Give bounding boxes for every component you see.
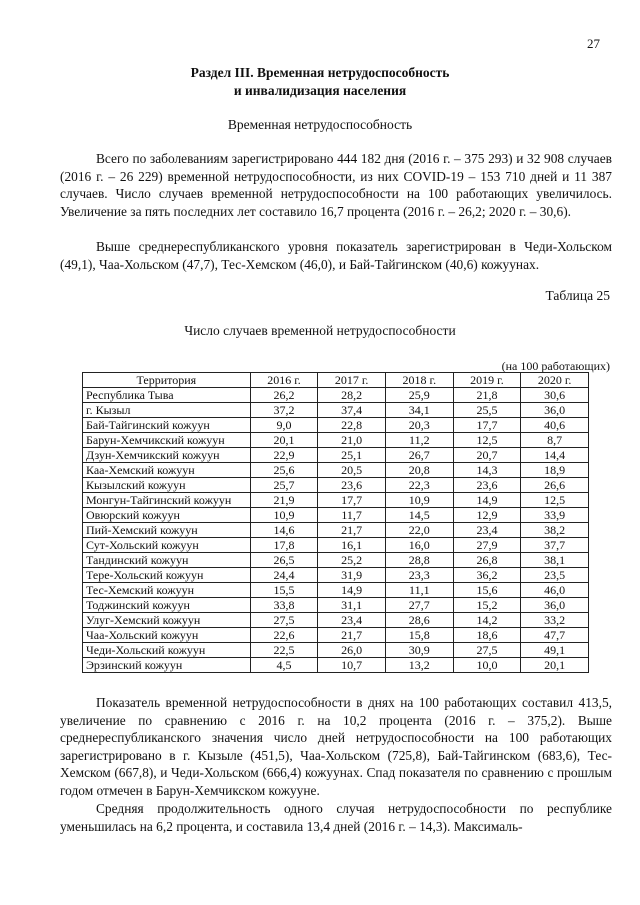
value-cell: 13,2 [385,658,453,673]
value-cell: 17,7 [453,418,521,433]
value-cell: 28,2 [318,388,386,403]
value-cell: 37,2 [250,403,318,418]
value-cell: 36,0 [521,403,589,418]
header-2017: 2017 г. [318,373,386,388]
value-cell: 16,0 [385,538,453,553]
territory-cell: Сут-Хольский кожуун [83,538,251,553]
value-cell: 11,7 [318,508,386,523]
value-cell: 16,1 [318,538,386,553]
value-cell: 14,5 [385,508,453,523]
value-cell: 10,9 [385,493,453,508]
header-2020: 2020 г. [521,373,589,388]
value-cell: 31,1 [318,598,386,613]
value-cell: 27,5 [250,613,318,628]
value-cell: 14,3 [453,463,521,478]
value-cell: 11,1 [385,583,453,598]
value-cell: 12,5 [453,433,521,448]
table-row [83,658,589,673]
paragraph-4: Средняя продолжительность одного случая нетрудоспособности по республике уменьшилась на 6,2 процента, и составила 13,4 дней (2016 г. – 14,3). Максималь- [60,801,612,834]
table-row [83,418,589,433]
value-cell: 25,6 [250,463,318,478]
value-cell: 37,4 [318,403,386,418]
value-cell: 27,7 [385,598,453,613]
value-cell: 26,7 [385,448,453,463]
value-cell: 23,4 [453,523,521,538]
value-cell: 20,1 [250,433,318,448]
value-cell: 30,6 [521,388,589,403]
value-cell: 22,5 [250,643,318,658]
value-cell: 25,7 [250,478,318,493]
value-cell: 10,0 [453,658,521,673]
value-cell: 20,7 [453,448,521,463]
value-cell: 15,2 [453,598,521,613]
data-table [82,372,589,673]
value-cell: 14,4 [521,448,589,463]
value-cell: 28,8 [385,553,453,568]
value-cell: 34,1 [385,403,453,418]
table-row [83,643,589,658]
table-row [83,388,589,403]
value-cell: 22,3 [385,478,453,493]
table-caption: Число случаев временной нетрудоспособности [184,323,456,338]
value-cell: 14,2 [453,613,521,628]
value-cell: 37,7 [521,538,589,553]
value-cell: 30,9 [385,643,453,658]
table-row [83,403,589,418]
value-cell: 22,6 [250,628,318,643]
territory-cell: Барун-Хемчикский кожуун [83,433,251,448]
value-cell: 21,7 [318,523,386,538]
table-row [83,598,589,613]
table-row [83,478,589,493]
value-cell: 23,3 [385,568,453,583]
territory-cell: Республика Тыва [83,388,251,403]
territory-cell: Тес-Хемский кожуун [83,583,251,598]
value-cell: 23,6 [453,478,521,493]
value-cell: 15,8 [385,628,453,643]
value-cell: 18,6 [453,628,521,643]
value-cell: 21,0 [318,433,386,448]
paragraph-2: Выше среднереспубликанского уровня показатель зарегистрирован в Чеди-Хольском (49,1), Чаа-Хольском (47,7), Тес-Хемском (46,0), и Бай-Тайгинском (40,6) кожуунах. [60,239,612,272]
value-cell: 18,9 [521,463,589,478]
value-cell: 23,5 [521,568,589,583]
value-cell: 38,2 [521,523,589,538]
value-cell: 36,0 [521,598,589,613]
value-cell: 46,0 [521,583,589,598]
table-row [83,508,589,523]
value-cell: 31,9 [318,568,386,583]
value-cell: 8,7 [521,433,589,448]
table-row [83,568,589,583]
table-header-row [83,373,589,388]
territory-cell: Овюрский кожуун [83,508,251,523]
value-cell: 20,5 [318,463,386,478]
value-cell: 17,8 [250,538,318,553]
value-cell: 24,4 [250,568,318,583]
value-cell: 14,9 [453,493,521,508]
value-cell: 47,7 [521,628,589,643]
table-row [83,583,589,598]
value-cell: 22,0 [385,523,453,538]
value-cell: 36,2 [453,568,521,583]
value-cell: 27,5 [453,643,521,658]
value-cell: 23,6 [318,478,386,493]
value-cell: 10,7 [318,658,386,673]
header-2016: 2016 г. [250,373,318,388]
territory-cell: Монгун-Тайгинский кожуун [83,493,251,508]
value-cell: 26,0 [318,643,386,658]
value-cell: 25,9 [385,388,453,403]
value-cell: 49,1 [521,643,589,658]
value-cell: 33,2 [521,613,589,628]
value-cell: 23,4 [318,613,386,628]
table-row [83,538,589,553]
territory-cell: г. Кызыл [83,403,251,418]
value-cell: 10,9 [250,508,318,523]
value-cell: 21,9 [250,493,318,508]
value-cell: 27,9 [453,538,521,553]
table-label: Таблица 25 [545,288,610,303]
subsection-title: Временная нетрудоспособность [227,117,413,132]
value-cell: 20,1 [521,658,589,673]
table-row [83,628,589,643]
value-cell: 26,5 [250,553,318,568]
header-2019: 2019 г. [453,373,521,388]
section-title-line-2: и инвалидизация населения [233,83,407,98]
territory-cell: Чеди-Хольский кожуун [83,643,251,658]
value-cell: 26,8 [453,553,521,568]
value-cell: 15,6 [453,583,521,598]
territory-cell: Улуг-Хемский кожуун [83,613,251,628]
table-units: (на 100 работающих) [501,359,610,373]
territory-cell: Кызылский кожуун [83,478,251,493]
territory-cell: Дзун-Хемчикский кожуун [83,448,251,463]
value-cell: 21,7 [318,628,386,643]
table-row [83,463,589,478]
header-2018: 2018 г. [385,373,453,388]
value-cell: 22,9 [250,448,318,463]
table-row [83,523,589,538]
value-cell: 14,6 [250,523,318,538]
paragraph-1: Всего по заболеваниям зарегистрировано 444 182 дня (2016 г. – 375 293) и 32 908 случаев (2016 г. – 26 229) временной нетрудоспособности, из них COVID-19 – 153 710 дней и 11 387 случаев. Число случаев временной нетрудоспособности на 100 работающих увеличилось. Увеличение за пять последних лет составило 16,7 процента (2016 г. – 26,2; 2020 г. – 30,6). [60,151,612,219]
value-cell: 38,1 [521,553,589,568]
value-cell: 26,2 [250,388,318,403]
territory-cell: Эрзинский кожуун [83,658,251,673]
value-cell: 40,6 [521,418,589,433]
page-number: 27 [587,36,600,51]
value-cell: 12,5 [521,493,589,508]
value-cell: 25,5 [453,403,521,418]
value-cell: 33,8 [250,598,318,613]
table-row [83,448,589,463]
table-row [83,553,589,568]
table-row [83,493,589,508]
territory-cell: Тере-Хольский кожуун [83,568,251,583]
territory-cell: Пий-Хемский кожуун [83,523,251,538]
section-title [0,64,640,100]
value-cell: 20,8 [385,463,453,478]
value-cell: 17,7 [318,493,386,508]
value-cell: 9,0 [250,418,318,433]
value-cell: 21,8 [453,388,521,403]
value-cell: 20,3 [385,418,453,433]
value-cell: 12,9 [453,508,521,523]
value-cell: 14,9 [318,583,386,598]
territory-cell: Тоджинский кожуун [83,598,251,613]
territory-cell: Тандинский кожуун [83,553,251,568]
table-row [83,433,589,448]
territory-cell: Каа-Хемский кожуун [83,463,251,478]
value-cell: 26,6 [521,478,589,493]
value-cell: 28,6 [385,613,453,628]
value-cell: 25,2 [318,553,386,568]
value-cell: 33,9 [521,508,589,523]
value-cell: 4,5 [250,658,318,673]
table-row [83,613,589,628]
territory-cell: Бай-Тайгинский кожуун [83,418,251,433]
section-title-line-1: Раздел III. Временная нетрудоспособность [190,65,450,80]
header-territory: Территория [83,373,251,388]
paragraph-3: Показатель временной нетрудоспособности в днях на 100 работающих составил 413,5, увеличение по сравнению с 2016 г. на 10,2 процента (2016 г. – 375,2). Выше среднереспубликанского значения число дней нетрудоспособности на 100 работающих зарегистрировано в г. Кызыле (451,5), Чаа-Хольском (725,8), Бай-Тайгинском (683,6), Тес-Хемском (667,8), и Чеди-Хольском (666,4) кожуунах. Спад показателя по сравнению с прошлым годом отмечен в Барун-Хемчикском кожууне. [60,695,612,798]
value-cell: 25,1 [318,448,386,463]
value-cell: 15,5 [250,583,318,598]
territory-cell: Чаа-Хольский кожуун [83,628,251,643]
value-cell: 11,2 [385,433,453,448]
value-cell: 22,8 [318,418,386,433]
